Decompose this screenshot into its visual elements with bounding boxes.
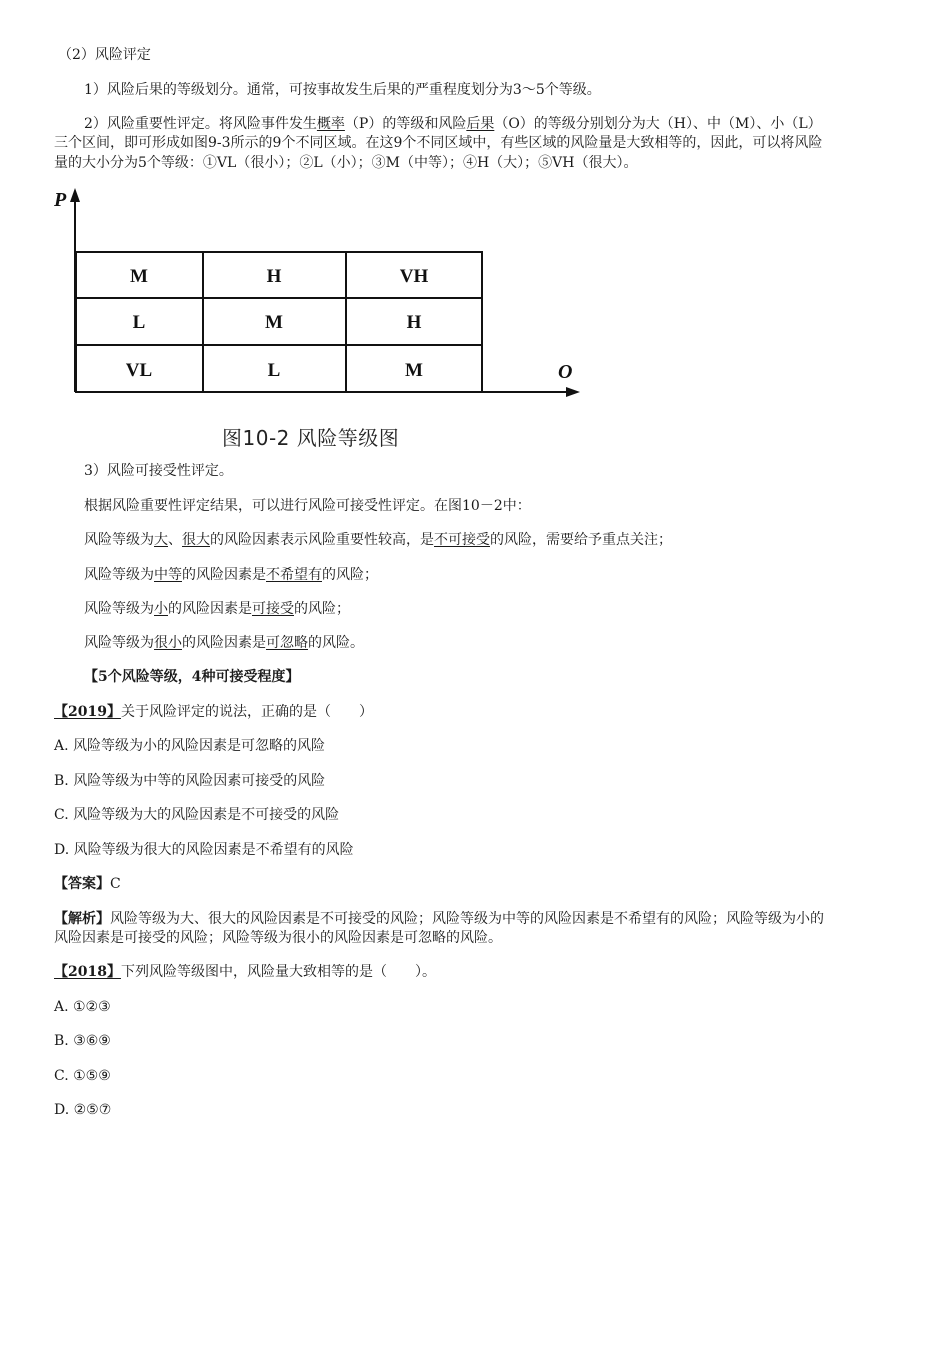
text: （P）的等级和风险	[344, 116, 467, 132]
text: （O）的等级分别划分为大（H）、中（M）、小（L）	[494, 116, 822, 132]
grid-cell-low-p-high-o: M	[405, 360, 423, 381]
question-2019-stem	[54, 703, 373, 721]
text: 风险等级为	[84, 532, 154, 548]
y-axis-label: P	[54, 189, 67, 211]
text: 的风险因素是	[168, 601, 252, 617]
text: 【解析】	[54, 911, 110, 927]
text: 关于风险评定的说法，正确的是（ ）	[120, 704, 373, 720]
rule-unacceptable	[84, 531, 672, 549]
text: C	[110, 876, 121, 892]
rule-negligible	[84, 634, 364, 652]
underlined-term: 概率	[316, 116, 345, 132]
grid-cell-low-p-mid-o: L	[267, 360, 281, 381]
question-2019-option-a: A. 风险等级为小的风险因素是可忽略的风险	[54, 738, 326, 754]
underlined-term: 很小	[154, 635, 182, 651]
y-axis-arrow	[70, 188, 80, 202]
grid-cell-low-p-low-o: VL	[125, 360, 153, 381]
summary-note: 【5个风险等级，4种可接受程度】	[84, 669, 300, 685]
paragraph-consequence-levels: 1）风险后果的等级划分。通常，可按事故发生后果的严重程度划分为3～5个等级。	[84, 82, 601, 98]
year-tag: 【2019】	[54, 704, 121, 720]
grid-cell-high-p-mid-o: H	[266, 266, 282, 287]
question-2019-option-c: C. 风险等级为大的风险因素是不可接受的风险	[54, 807, 340, 823]
underlined-term: 很大	[182, 532, 210, 548]
text: 风险等级为	[84, 635, 154, 651]
question-2019-analysis-line2: 风险因素是可接受的风险；风险等级为很小的风险因素是可忽略的风险。	[54, 930, 502, 946]
text: 下列风险等级图中，风险量大致相等的是（ ）。	[120, 964, 436, 980]
section-heading: （2）风险评定	[58, 47, 151, 63]
question-2019-option-b: B. 风险等级为中等的风险因素可接受的风险	[54, 773, 326, 789]
underlined-term: 后果	[466, 116, 495, 132]
text: 风险等级为大、很大的风险因素是不可接受的风险；风险等级为中等的风险因素是不希望有的风险；风险等级为小的	[110, 911, 824, 927]
underlined-term: 小	[154, 601, 168, 617]
text: 【答案】	[54, 876, 110, 892]
grid-cell-mid-p-high-o: H	[406, 312, 422, 333]
question-2018-stem	[54, 963, 436, 981]
paragraph-importance-line2: 三个区间，即可形成如图9-3所示的9个不同区域。在这9个不同区域中，有些区域的风险量是大致相等的，因此，可以将风险	[54, 135, 823, 151]
x-axis-arrow	[566, 387, 580, 397]
text: 的风险因素表示风险重要性较高，是	[210, 532, 434, 548]
underlined-term: 不可接受	[434, 532, 490, 548]
text: 风险等级为	[84, 567, 154, 583]
acceptability-intro: 根据风险重要性评定结果，可以进行风险可接受性评定。在图10－2中：	[84, 498, 531, 514]
paragraph-importance-line3: 量的大小分为5个等级：①VL（很小）；②L（小）；③M（中等）；④H（大）；⑤VH（很大）。	[54, 155, 638, 171]
text: 2）风险重要性评定。将风险事件发生	[84, 116, 317, 132]
grid-cell-mid-p-low-o: L	[132, 312, 146, 333]
grid-cell-high-p-high-o: VH	[399, 266, 429, 287]
x-axis-label: O	[558, 361, 573, 383]
paragraph-importance-line1	[84, 115, 822, 133]
figure-caption: 图10-2 风险等级图	[222, 426, 400, 450]
text: 的风险因素是	[182, 635, 266, 651]
question-2018-option-d: D. ②⑤⑦	[54, 1102, 112, 1118]
underlined-term: 可接受	[252, 601, 294, 617]
rule-acceptable	[84, 600, 350, 618]
text: 的风险；	[322, 567, 378, 583]
question-2019-analysis-line1	[54, 910, 824, 928]
underlined-term: 中等	[154, 567, 182, 583]
text: 风险等级为	[84, 601, 154, 617]
question-2018-option-b: B. ③⑥⑨	[54, 1033, 111, 1049]
text: 的风险。	[308, 635, 364, 651]
question-2018-option-a: A. ①②③	[54, 999, 111, 1015]
text: 的风险；	[294, 601, 350, 617]
acceptability-heading: 3）风险可接受性评定。	[84, 463, 233, 479]
year-tag: 【2018】	[54, 964, 121, 980]
text: 、	[168, 532, 182, 548]
text: 的风险因素是	[182, 567, 266, 583]
underlined-term: 可忽略	[266, 635, 308, 651]
risk-level-figure	[48, 186, 588, 406]
text: 的风险，需要给予重点关注；	[490, 532, 672, 548]
rule-undesirable	[84, 566, 378, 584]
question-2019-option-d: D. 风险等级为很大的风险因素是不希望有的风险	[54, 842, 354, 858]
underlined-term: 不希望有	[266, 567, 322, 583]
question-2018-option-c: C. ①⑤⑨	[54, 1068, 111, 1084]
grid-cell-mid-p-mid-o: M	[265, 312, 283, 333]
grid-cell-high-p-low-o: M	[130, 266, 148, 287]
question-2019-answer	[54, 875, 121, 893]
underlined-term: 大	[154, 532, 168, 548]
